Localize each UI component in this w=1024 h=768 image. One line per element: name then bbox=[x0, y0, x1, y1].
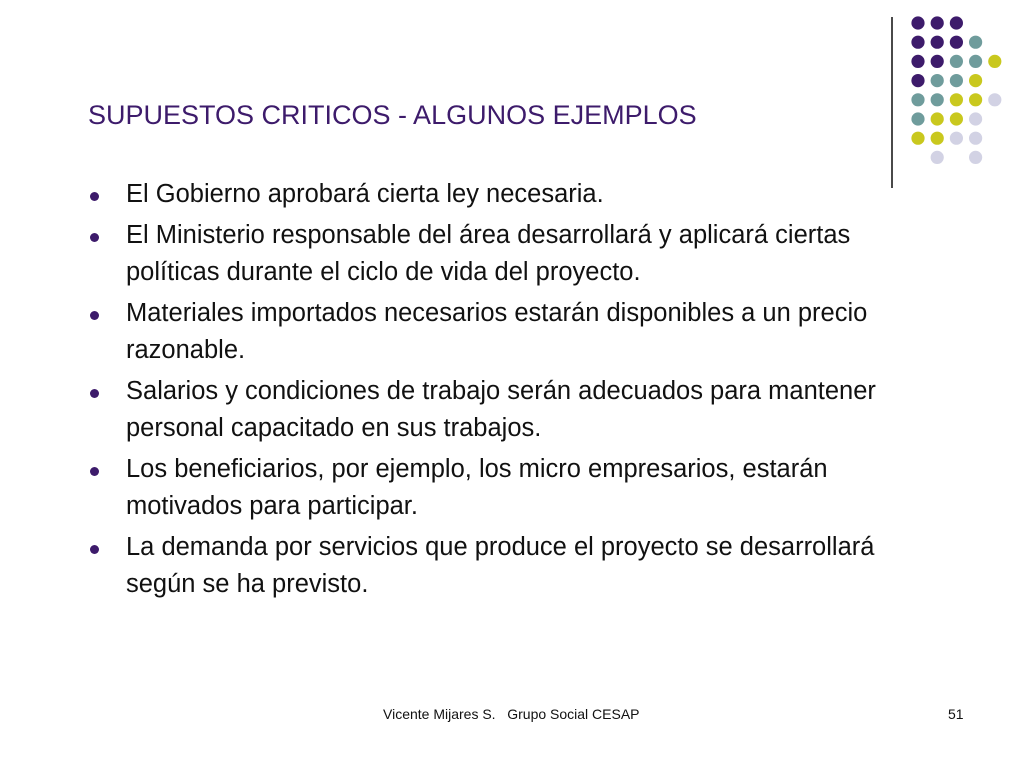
decorative-dot bbox=[988, 55, 1001, 68]
decorative-dot bbox=[969, 151, 982, 164]
decorative-dot bbox=[950, 112, 963, 125]
decorative-dot bbox=[950, 93, 963, 106]
bullet-text: El Gobierno aprobará cierta ley necesaria. bbox=[126, 180, 604, 208]
bullet-text: La demanda por servicios que produce el proyecto se desarrollará según se ha previsto. bbox=[126, 533, 875, 598]
decorative-dot bbox=[931, 132, 944, 145]
decorative-dot bbox=[988, 93, 1001, 106]
bullet-dot-icon bbox=[90, 389, 99, 398]
bullet-dot-icon bbox=[90, 233, 99, 242]
footer-text: Vicente Mijares S. Grupo Social CESAP bbox=[383, 706, 640, 722]
decorative-dot bbox=[911, 36, 924, 49]
decorative-dot bbox=[931, 55, 944, 68]
bullet-text: Materiales importados necesarios estarán disponibles a un precio razonable. bbox=[126, 299, 868, 364]
decorative-dot bbox=[911, 74, 924, 87]
decorative-dot bbox=[950, 55, 963, 68]
bullet-item bbox=[90, 451, 890, 525]
decorative-dot bbox=[969, 74, 982, 87]
bullet-dot-icon bbox=[90, 311, 99, 320]
decorative-dot bbox=[931, 74, 944, 87]
bullet-item bbox=[90, 529, 890, 603]
decorative-dot bbox=[911, 132, 924, 145]
page-number: 51 bbox=[948, 706, 964, 722]
decorative-dot bbox=[931, 93, 944, 106]
decorative-dot bbox=[950, 36, 963, 49]
decorative-dot bbox=[931, 36, 944, 49]
slide-title: SUPUESTOS CRITICOS - ALGUNOS EJEMPLOS bbox=[88, 100, 697, 130]
bullet-dot-icon bbox=[90, 545, 99, 554]
decorative-dot bbox=[969, 55, 982, 68]
bullet-item bbox=[90, 217, 890, 291]
decorative-dot bbox=[911, 16, 924, 29]
decorative-dot bbox=[969, 112, 982, 125]
decorative-dot bbox=[950, 132, 963, 145]
bullet-text: El Ministerio responsable del área desarrollará y aplicará ciertas políticas durante el ciclo de vida del proyecto. bbox=[126, 221, 851, 286]
decorative-dot bbox=[950, 16, 963, 29]
bullet-dot-icon bbox=[90, 192, 99, 201]
bullet-item bbox=[90, 373, 890, 447]
bullet-item bbox=[90, 176, 890, 213]
decorative-dot bbox=[950, 74, 963, 87]
decorative-dot bbox=[931, 151, 944, 164]
decorative-dot bbox=[969, 93, 982, 106]
decorative-dot-grid bbox=[903, 13, 1003, 173]
decorative-dot bbox=[931, 16, 944, 29]
bullet-list bbox=[90, 176, 890, 607]
decorative-vertical-line bbox=[891, 17, 893, 188]
decorative-dot bbox=[911, 93, 924, 106]
decorative-dot bbox=[911, 55, 924, 68]
bullet-text: Salarios y condiciones de trabajo serán adecuados para mantener personal capacitado en sus trabajos. bbox=[126, 377, 876, 442]
decorative-dot bbox=[931, 112, 944, 125]
bullet-item bbox=[90, 295, 890, 369]
decorative-dot bbox=[969, 132, 982, 145]
decorative-dot bbox=[911, 112, 924, 125]
decorative-dot bbox=[969, 36, 982, 49]
bullet-text: Los beneficiarios, por ejemplo, los micro empresarios, estarán motivados para participar. bbox=[126, 455, 828, 520]
bullet-dot-icon bbox=[90, 467, 99, 476]
